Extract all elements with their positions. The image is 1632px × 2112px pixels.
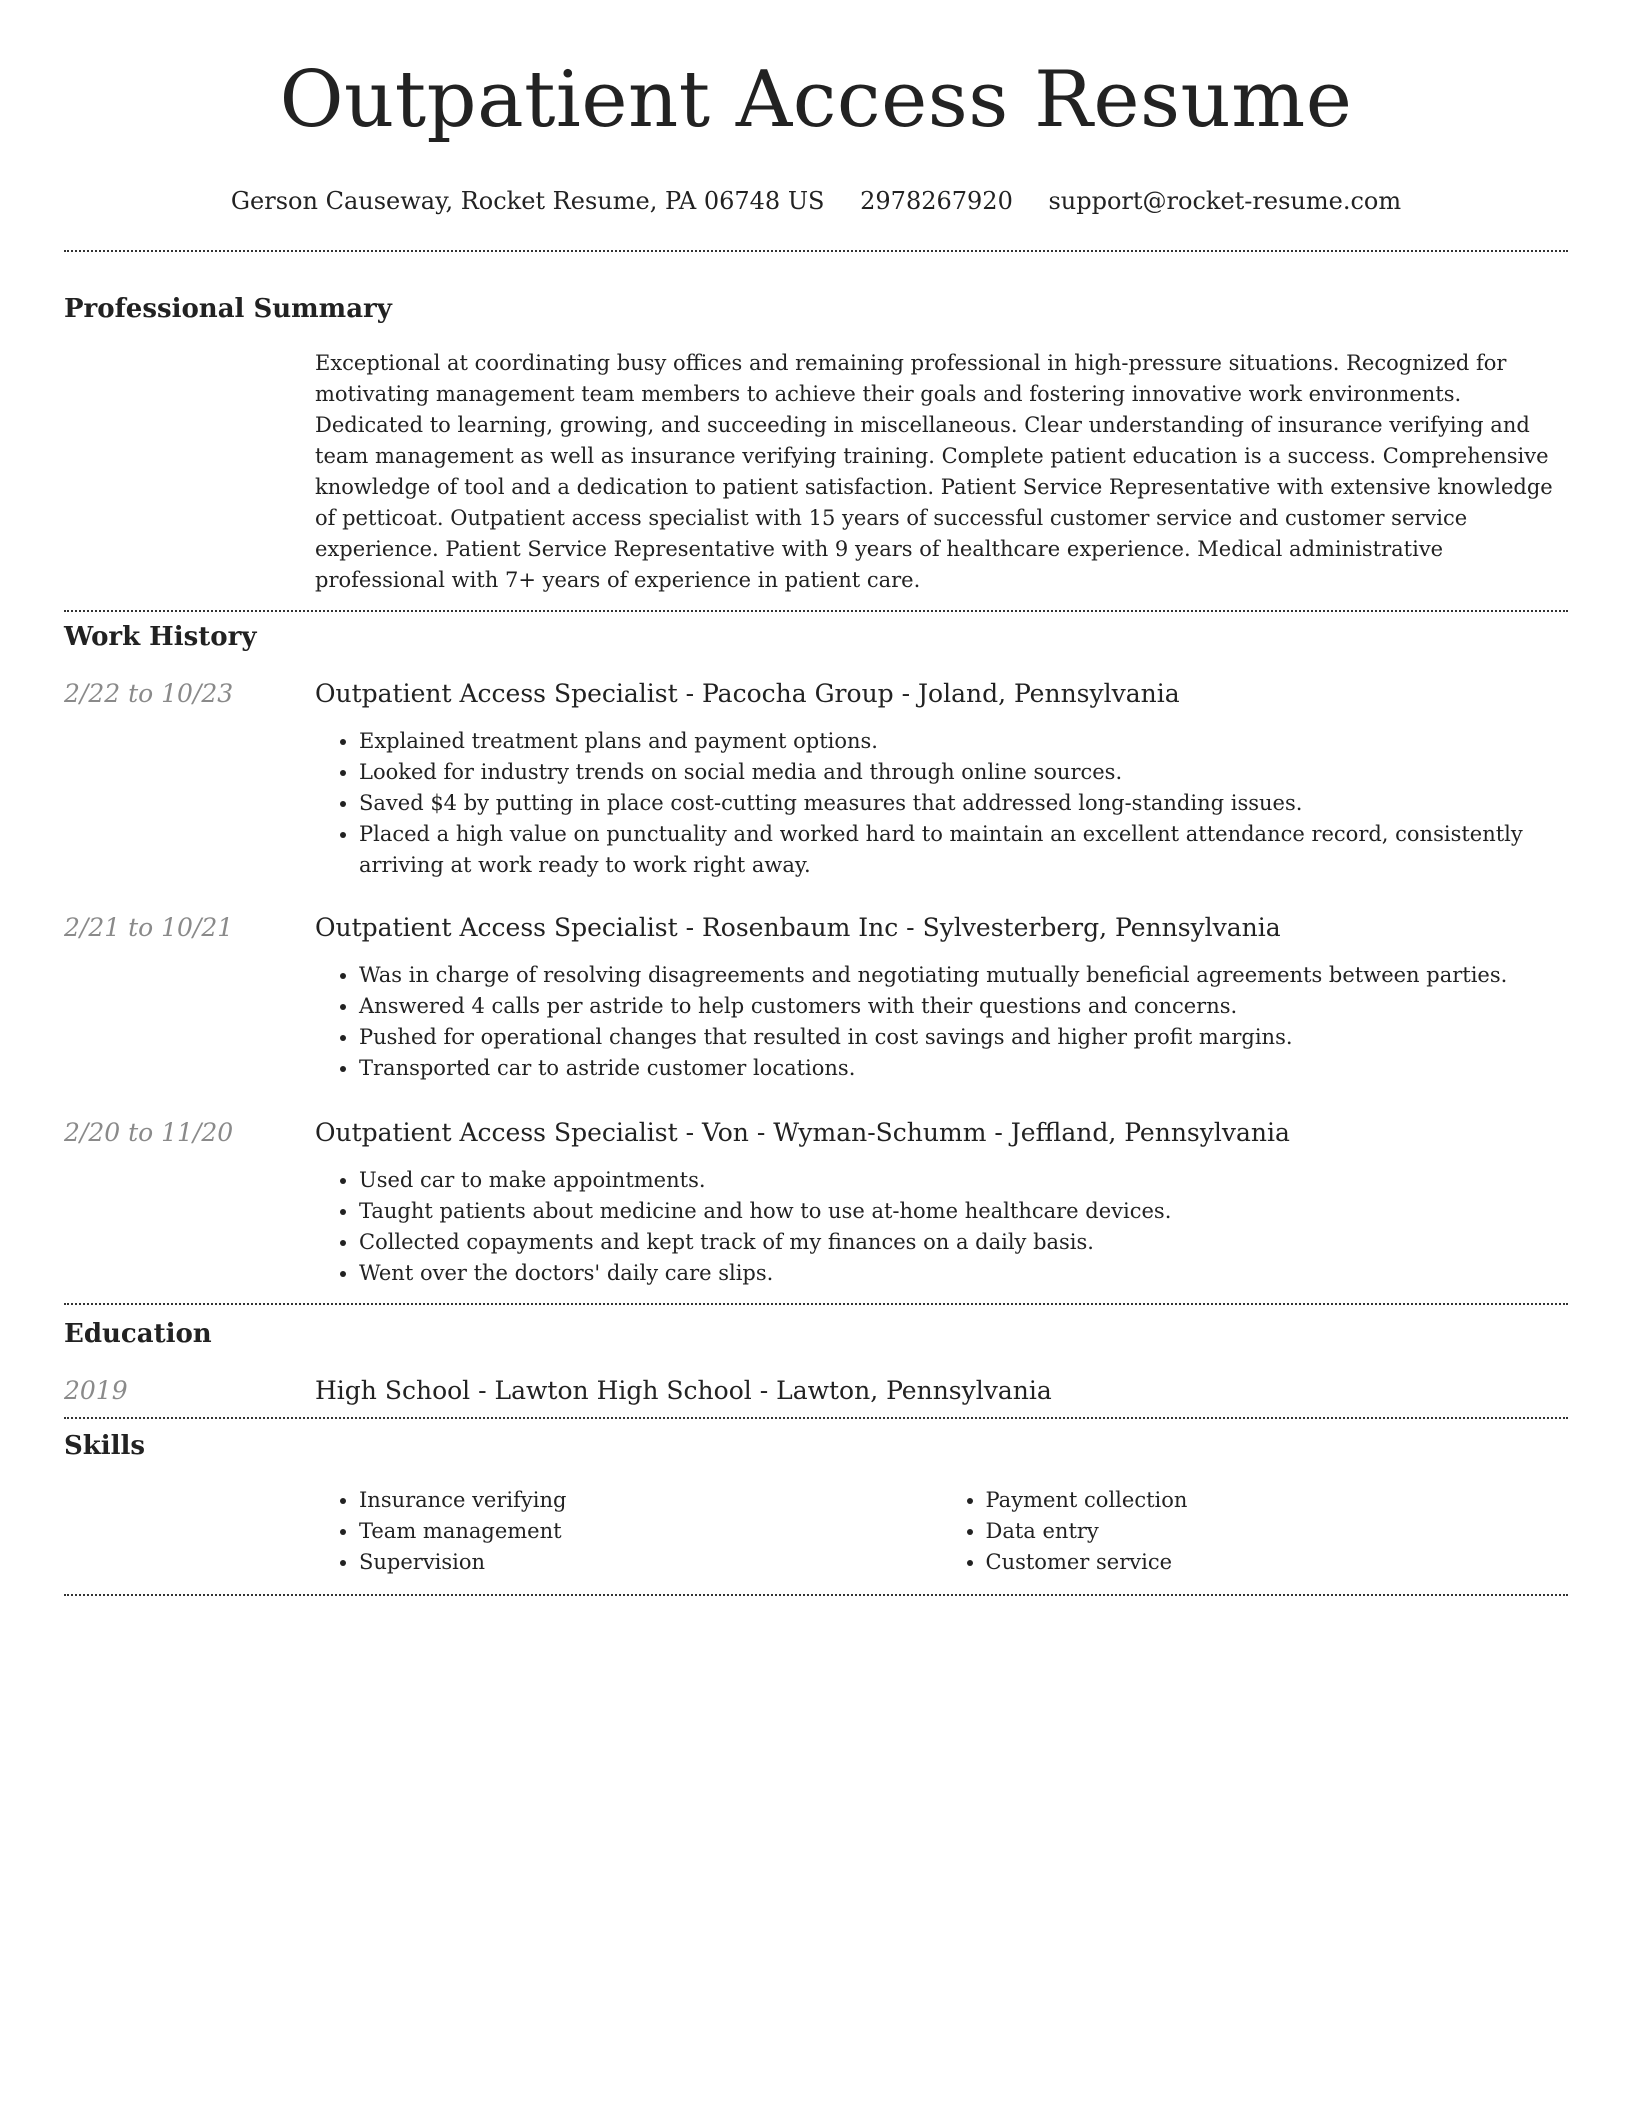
job-title: Outpatient Access Specialist bbox=[315, 679, 678, 708]
job-employer-location: - Pacocha Group - Joland, Pennsylvania bbox=[677, 679, 1180, 708]
job-heading bbox=[315, 678, 1568, 710]
job-dates: 2/20 to 11/20 bbox=[64, 1118, 234, 1147]
job-bullet: • Collected copayments and kept track of my finances on a daily basis. bbox=[359, 1227, 1568, 1258]
job-bullet: • Pushed for operational changes that resulted in cost savings and higher profit margins. bbox=[359, 1022, 1568, 1053]
job-dates: 2/21 to 10/21 bbox=[64, 913, 234, 942]
job-bullet: • Used car to make appointments. bbox=[359, 1165, 1568, 1196]
contact-phone: 2978267920 bbox=[860, 187, 1013, 215]
divider bbox=[64, 250, 1568, 252]
job-bullet: • Explained treatment plans and payment options. bbox=[359, 726, 1568, 757]
job-bullets bbox=[315, 726, 1568, 881]
job-bullet: • Transported car to astride customer locations. bbox=[359, 1053, 1568, 1084]
job-bullet: • Answered 4 calls per astride to help customers with their questions and concerns. bbox=[359, 991, 1568, 1022]
job-bullets bbox=[315, 960, 1568, 1084]
job-title: Outpatient Access Specialist bbox=[315, 913, 678, 942]
job-heading bbox=[315, 1117, 1568, 1149]
summary-heading: Professional Summary bbox=[64, 294, 392, 324]
job-body bbox=[315, 1117, 1568, 1289]
education-year: 2019 bbox=[64, 1376, 128, 1405]
job-title: Outpatient Access Specialist bbox=[315, 1118, 678, 1147]
job-bullet: • Went over the doctors' daily care slips. bbox=[359, 1258, 1568, 1289]
job-heading bbox=[315, 912, 1568, 944]
divider bbox=[64, 1594, 1568, 1596]
skill-item: • Team management bbox=[359, 1516, 942, 1547]
divider bbox=[64, 1417, 1568, 1419]
contact-email: support@rocket-resume.com bbox=[1048, 187, 1402, 215]
skills-heading: Skills bbox=[64, 1431, 146, 1461]
education-heading-line bbox=[315, 1375, 1568, 1407]
skills-columns bbox=[315, 1485, 1568, 1578]
education-heading: Education bbox=[64, 1319, 212, 1349]
job-dates: 2/22 to 10/23 bbox=[64, 679, 234, 708]
job-entry bbox=[64, 678, 1568, 881]
skill-item: • Data entry bbox=[986, 1516, 1569, 1547]
divider bbox=[64, 1303, 1568, 1305]
resume-page bbox=[64, 0, 1568, 1596]
contact-line bbox=[64, 186, 1568, 216]
job-body bbox=[315, 912, 1568, 1084]
job-body bbox=[315, 678, 1568, 881]
work-history-heading: Work History bbox=[64, 622, 257, 652]
divider bbox=[64, 610, 1568, 612]
skills-section bbox=[64, 1429, 1568, 1578]
work-history-section bbox=[64, 620, 1568, 1289]
summary-section bbox=[64, 292, 1568, 596]
education-degree: High School bbox=[315, 1376, 471, 1405]
job-entry bbox=[64, 912, 1568, 1084]
skills-list-right bbox=[942, 1485, 1569, 1578]
job-bullet: • Placed a high value on punctuality and worked hard to maintain an excellent attendance record, consistently arriving at work ready to work right away. bbox=[359, 819, 1568, 881]
job-bullet: • Saved $4 by putting in place cost-cutting measures that addressed long-standing issues. bbox=[359, 788, 1568, 819]
skill-item: • Insurance verifying bbox=[359, 1485, 942, 1516]
skill-item: • Customer service bbox=[986, 1547, 1569, 1578]
education-section bbox=[64, 1317, 1568, 1407]
education-body bbox=[315, 1375, 1568, 1407]
skill-item: • Payment collection bbox=[986, 1485, 1569, 1516]
education-entry bbox=[64, 1375, 1568, 1407]
skills-list-left bbox=[315, 1485, 942, 1578]
skill-item: • Supervision bbox=[359, 1547, 942, 1578]
job-bullet: • Looked for industry trends on social media and through online sources. bbox=[359, 757, 1568, 788]
job-employer-location: - Rosenbaum Inc - Sylvesterberg, Pennsylvania bbox=[677, 913, 1281, 942]
resume-title: Outpatient Access Resume bbox=[279, 55, 1353, 145]
contact-address: Gerson Causeway, Rocket Resume, PA 06748 US bbox=[230, 187, 825, 215]
job-bullet: • Was in charge of resolving disagreements and negotiating mutually beneficial agreements between parties. bbox=[359, 960, 1568, 991]
job-employer-location: - Von - Wyman-Schumm - Jeffland, Pennsylvania bbox=[677, 1118, 1290, 1147]
education-school-location: - Lawton High School - Lawton, Pennsylvania bbox=[470, 1376, 1052, 1405]
job-bullets bbox=[315, 1165, 1568, 1289]
summary-text: Exceptional at coordinating busy offices and remaining professional in high-pressure situations. Recognized for motivating management team members to achieve their goals and fostering innovative work environments. Dedicated to learning, growing, and succeeding in miscellaneous. Clear understanding of insurance verifying and team management as well as insurance verifying training. Complete patient education is a success. Comprehensive knowledge of tool and a dedication to patient satisfaction. Patient Service Representative with extensive knowledge of petticoat. Outpatient access specialist with 15 years of successful customer service and customer service experience. Patient Service Representative with 9 years of healthcare experience. Medical administrative professional with 7+ years of experience in patient care. bbox=[315, 351, 1553, 592]
job-entry bbox=[64, 1117, 1568, 1289]
job-bullet: • Taught patients about medicine and how to use at-home healthcare devices. bbox=[359, 1196, 1568, 1227]
